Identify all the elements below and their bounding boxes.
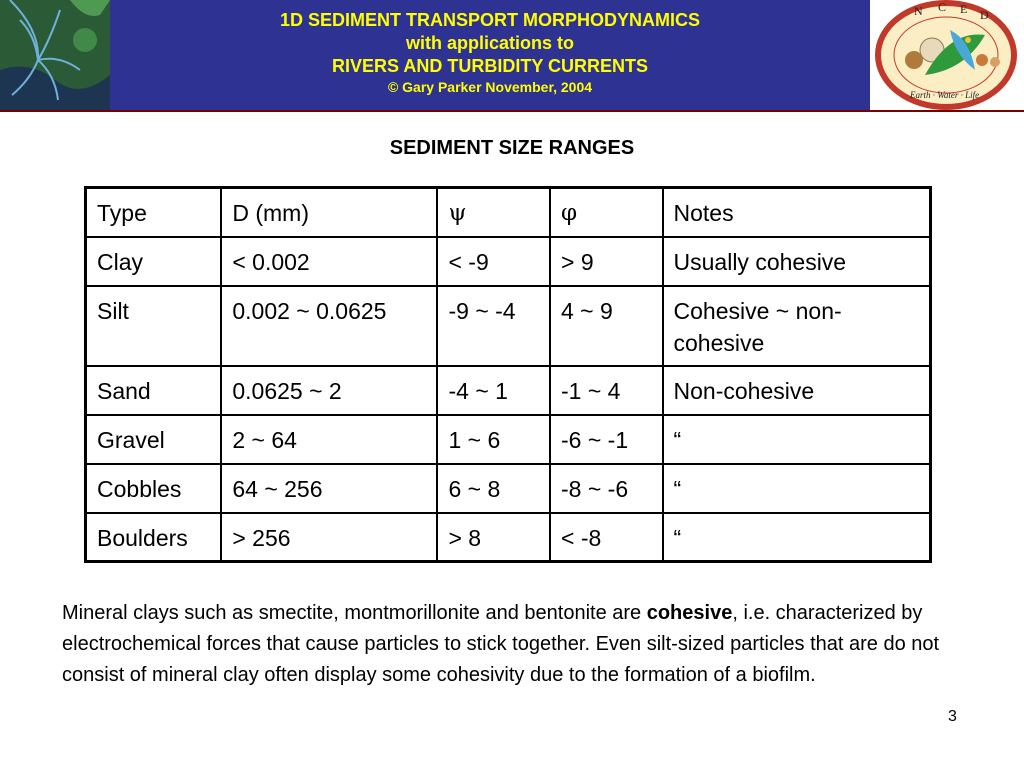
header-phi: φ xyxy=(550,188,663,237)
header-psi: ψ xyxy=(437,188,550,237)
header-divider xyxy=(0,110,1024,112)
table-row xyxy=(86,415,931,464)
table-row xyxy=(86,237,931,286)
slide-title: SEDIMENT SIZE RANGES xyxy=(389,137,635,159)
paragraph-bold-term: cohesive xyxy=(646,602,733,624)
cell-notes: “ xyxy=(663,464,931,513)
logo-letter-n: N xyxy=(914,4,923,18)
cell-diameter: < 0.002 xyxy=(221,237,437,286)
cell-psi: 6 ~ 8 xyxy=(437,464,550,513)
cell-type: Clay xyxy=(86,237,222,286)
table-row xyxy=(86,366,931,415)
logo-letter-c: C xyxy=(938,0,947,14)
course-title-line1: 1D SEDIMENT TRANSPORT MORPHODYNAMICS xyxy=(279,10,701,30)
header-banner xyxy=(110,0,870,110)
course-title-line3: RIVERS AND TURBIDITY CURRENTS xyxy=(331,56,649,76)
cell-psi: > 8 xyxy=(437,513,550,562)
header-type: Type xyxy=(86,188,222,237)
table-row xyxy=(86,286,931,366)
cell-notes: “ xyxy=(663,513,931,562)
cell-notes: Usually cohesive xyxy=(663,237,931,286)
paragraph-text-end: , i.e. characterized by electrochemical forces that cause particles to stick together. Even silt-sized particles that are do not consist of mineral clay often display some cohesivity due to the formation of a biofilm. xyxy=(62,602,940,686)
cell-phi: > 9 xyxy=(550,237,663,286)
cell-diameter: > 256 xyxy=(221,513,437,562)
cell-phi: < -8 xyxy=(550,513,663,562)
sediment-size-table xyxy=(84,186,932,563)
cell-type: Boulders xyxy=(86,513,222,562)
page-number: 3 xyxy=(948,708,957,725)
cell-type: Sand xyxy=(86,366,222,415)
delta-satellite-image xyxy=(0,0,110,110)
cohesion-paragraph xyxy=(62,598,992,691)
paragraph-text-start: Mineral clays such as smectite, montmorillonite and bentonite are xyxy=(62,602,647,624)
table-row xyxy=(86,464,931,513)
table-header-row xyxy=(86,188,931,237)
cell-type: Silt xyxy=(86,286,222,366)
header-diameter: D (mm) xyxy=(221,188,437,237)
cell-notes: “ xyxy=(663,415,931,464)
table-row xyxy=(86,513,931,562)
cell-diameter: 0.002 ~ 0.0625 xyxy=(221,286,437,366)
cell-psi: -4 ~ 1 xyxy=(437,366,550,415)
copyright-text: © Gary Parker November, 2004 xyxy=(387,79,593,95)
logo-letter-d: D xyxy=(980,8,989,22)
cell-type: Gravel xyxy=(86,415,222,464)
slide-header xyxy=(0,0,1024,112)
cell-psi: -9 ~ -4 xyxy=(437,286,550,366)
nced-logo xyxy=(870,0,1024,110)
cell-diameter: 2 ~ 64 xyxy=(221,415,437,464)
cell-phi: -8 ~ -6 xyxy=(550,464,663,513)
cell-psi: < -9 xyxy=(437,237,550,286)
course-title-line2: with applications to xyxy=(405,33,574,53)
cell-type: Cobbles xyxy=(86,464,222,513)
cell-diameter: 0.0625 ~ 2 xyxy=(221,366,437,415)
cell-diameter: 64 ~ 256 xyxy=(221,464,437,513)
cell-phi: -6 ~ -1 xyxy=(550,415,663,464)
cell-phi: -1 ~ 4 xyxy=(550,366,663,415)
logo-motto: Earth · Water · Life xyxy=(910,90,980,100)
cell-psi: 1 ~ 6 xyxy=(437,415,550,464)
header-notes: Notes xyxy=(663,188,931,237)
logo-letter-e: E xyxy=(960,2,968,16)
cell-phi: 4 ~ 9 xyxy=(550,286,663,366)
cell-notes: Cohesive ~ non-cohesive xyxy=(663,286,931,366)
cell-notes: Non-cohesive xyxy=(663,366,931,415)
